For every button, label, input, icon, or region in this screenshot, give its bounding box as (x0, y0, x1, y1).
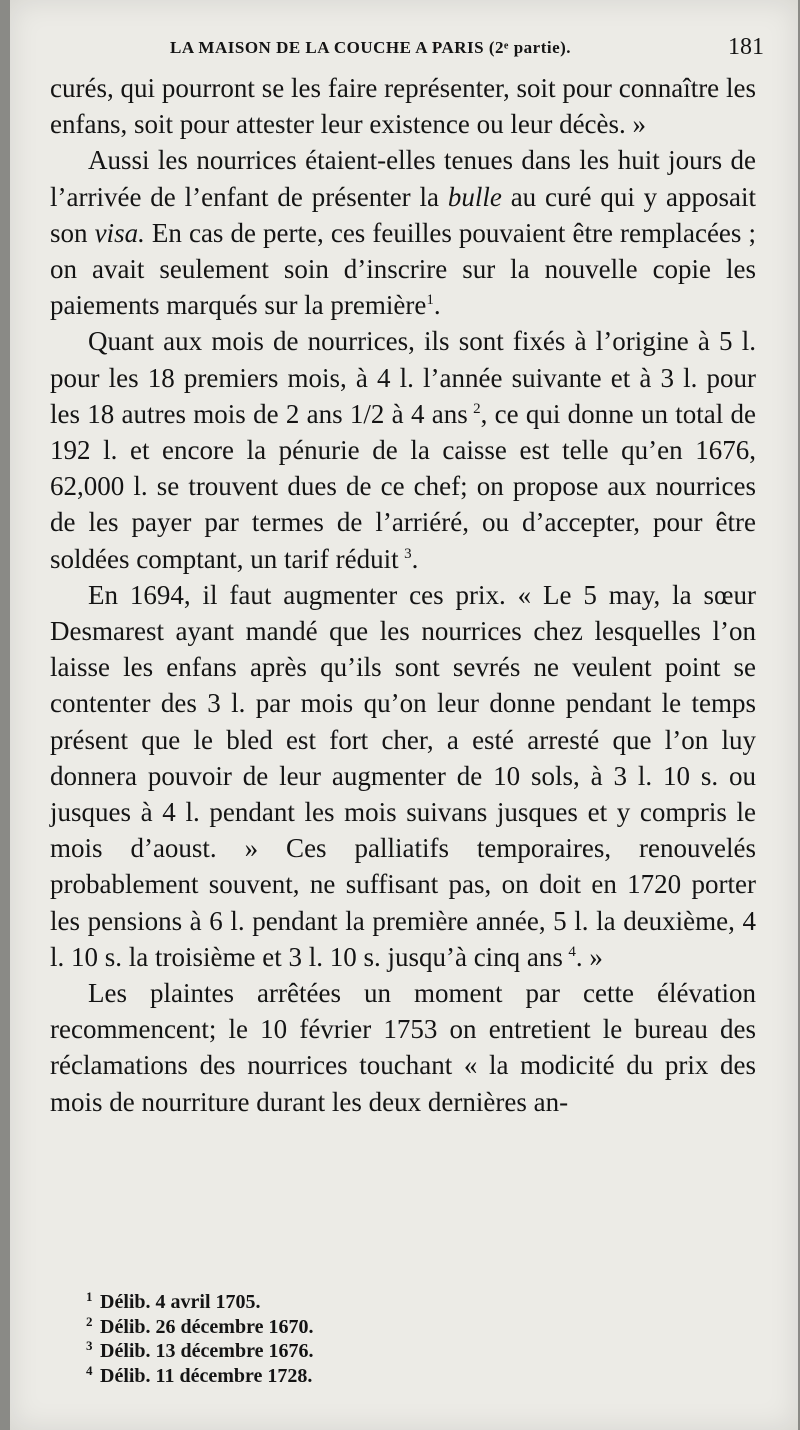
footnotes (86, 1290, 686, 1388)
footnote-text: Délib. 13 décembre 1676. (100, 1340, 314, 1362)
footnote-ref-2: 2 (473, 400, 481, 417)
paragraph-text: Quant aux mois de nourrices, ils sont fixés à l’origine à 5 l. pour les 18 premiers mois, à 4 l. l’année suivante et à 3 l. pour les 18 autres mois de 2 ans 1/2 à 4 ans (50, 326, 756, 429)
paragraph-text: au curé qui y apposait son (50, 181, 756, 248)
book-page (10, 0, 798, 1430)
paragraph-1 (50, 70, 756, 142)
footnote: 2 Délib. 26 décembre 1670. (86, 1313, 314, 1338)
footnote-text: Délib. 11 décembre 1728. (100, 1364, 313, 1387)
footnote-ref-3: 3 (404, 545, 412, 562)
paragraph-4 (50, 577, 756, 975)
paragraph-text: . (411, 543, 419, 574)
footnote: 1 Délib. 4 avril 1705. (86, 1289, 261, 1313)
paragraph-3 (50, 323, 756, 576)
paragraph-text: En cas de perte, ces feuilles pouvaient être remplacées ; on avait seulement soin d’inscrire sur la nouvelle copie les paiements marqués sur la première (50, 217, 756, 321)
page-number: 181 (728, 34, 764, 60)
page-header (50, 34, 774, 70)
footnote: 4 Délib. 11 décembre 1728. (86, 1362, 313, 1387)
paragraph-text: Aussi les nourrices étaient-elles tenues dans les huit jours de l’arrivée de l’enfant de présenter la (50, 145, 756, 212)
main-text (50, 70, 756, 1120)
paragraph-text: . » (575, 941, 603, 972)
paragraph-5 (50, 975, 756, 1120)
footnote-text: Délib. 26 décembre 1670. (100, 1315, 314, 1338)
paragraph-text: curés, qui pourront se les faire représenter, soit pour connaître les enfans, soit pour attester leur existence ou leur décès. » (50, 73, 756, 140)
paragraph-text: . (433, 290, 441, 321)
italic-term-bulle: bulle (447, 181, 502, 212)
paragraph-text: , ce qui donne un total de 192 l. et encore la pénurie de la caisse est telle qu’en 1676, 62,000 l. se trouvent dues de ce chef; on propose aux nourrices de les payer par termes de l’arriéré, ou d’accepter, pour être soldées comptant, un tarif réduit (50, 398, 756, 574)
paragraph-text: Les plaintes arrêtées un moment par cette élévation recommencent; le 10 février 1753 on entretient le bureau des réclamations des nourrices touchant « la modicité du prix des mois de nourriture durant les deux dernières an- (50, 978, 756, 1117)
footnote-ref-1: 1 (426, 292, 434, 309)
paragraph-2 (50, 142, 756, 323)
footnote-ref-4: 4 (568, 943, 576, 960)
running-title: LA MAISON DE LA COUCHE A PARIS (2ᵉ partie). (170, 38, 572, 57)
italic-term-visa: visa. (94, 217, 145, 248)
footnote: 3 Délib. 13 décembre 1676. (86, 1338, 314, 1362)
paragraph-text: En 1694, il faut augmenter ces prix. « Le 5 may, la sœur Desmarest ayant mandé que les nourrices chez lesquelles l’on laisse les enfans après qu’ils sont sevrés ne veulent point se contenter des 3 l. par mois qu’on leur donne pendant le temps présent que le bled est fort cher, a esté arresté que l’on luy donnera pouvoir de leur augmenter de 10 sols, à 3 l. 10 s. ou jusques à 4 l. pendant les mois suivans jusques et y compris le mois d’aoust. » Ces palliatifs temporaires, renouvelés probablement souvent, ne suffisant pas, on doit en 1720 porter les pensions à 6 l. pendant la première année, 5 l. la deuxième, 4 l. 10 s. la troisième et 3 l. 10 s. jusqu’à cinq ans (50, 579, 756, 972)
footnote-text: Délib. 4 avril 1705. (100, 1291, 261, 1313)
